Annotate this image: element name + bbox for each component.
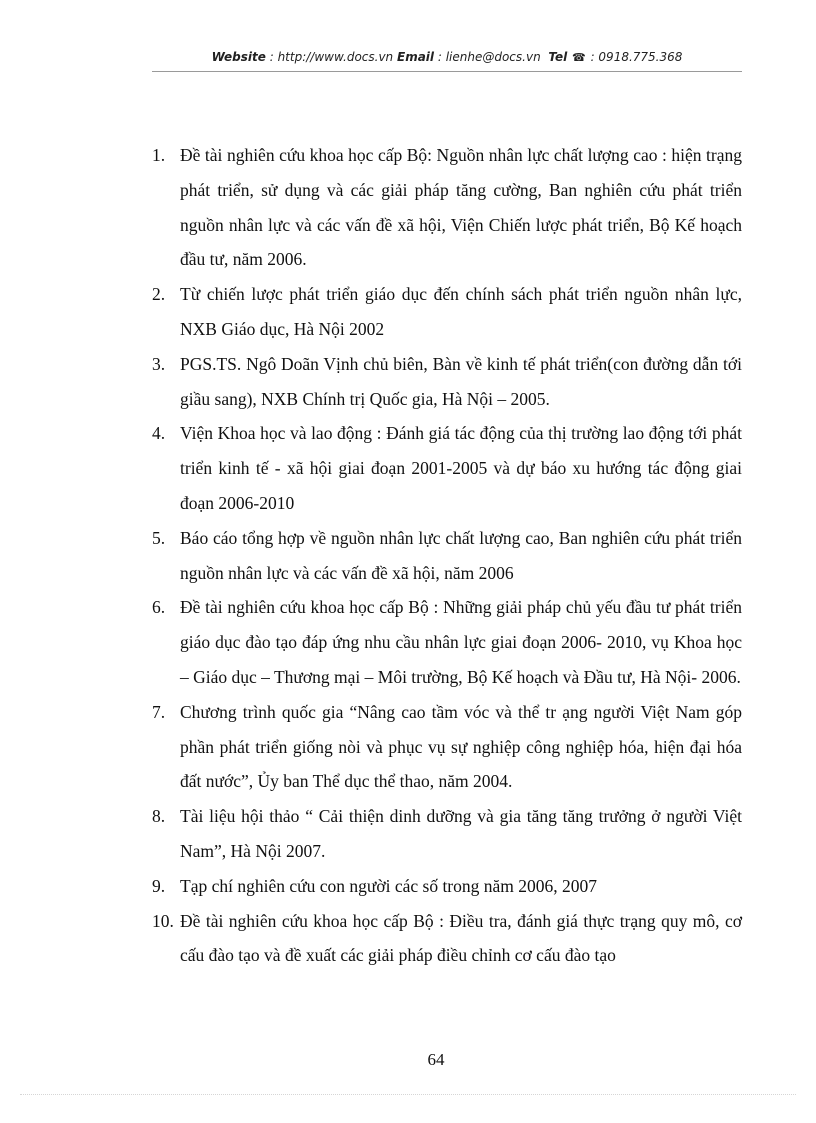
page-header [152,50,742,64]
reference-number: 3. [152,353,166,374]
reference-text: Tài liệu hội thảo “ Cải thiện dinh dưỡng và gia tăng tăng trưởng ở người Việt Nam”, Hà Nội 2007. [180,806,742,861]
email-label: Email [397,50,435,64]
tel-separator: : [586,50,599,64]
email-separator: : [434,50,446,64]
reference-text: PGS.TS. Ngô Doãn Vịnh chủ biên, Bàn về kinh tế phát triển(con đường dẫn tới giầu sang), NXB Chính trị Quốc gia, Hà Nội – 2005. [180,353,742,409]
reference-item [152,695,742,799]
reference-text: Đề tài nghiên cứu khoa học cấp Bộ: Nguồn nhân lực chất lượng cao : hiện trạng phát triển, sử dụng và các giải pháp tăng cường, Ban nghiên cứu phát triển nguồn nhân lực và các vấn đề xã hội, Viện Chiến lược phát triển, Bộ Kế hoạch đầu tư, năm 2006. [180,145,742,270]
tel-number: 0918.775.368 [598,50,683,64]
website-label: Website [211,50,266,64]
reference-item [152,277,742,347]
reference-item [152,521,742,591]
reference-item [152,904,742,974]
reference-number: 9. [152,875,166,896]
reference-item [152,869,742,904]
reference-text: Từ chiến lược phát triển giáo dục đến chính sách phát triển nguồn nhân lực, NXB Giáo dục, Hà Nội 2002 [180,284,742,339]
reference-text: Chương trình quốc gia “Nâng cao tầm vóc và thể tr ạng người Việt Nam góp phần phát triển giống nòi và phục vụ sự nghiệp công nghiệp hóa, hiện đại hóa đất nước”, Ủy ban Thể dục thể thao, năm 2004. [180,701,742,792]
reference-text: Tạp chí nghiên cứu con người các số trong năm 2006, 2007 [180,875,598,896]
reference-number: 4. [152,423,166,444]
telephone-icon: ☎ [572,51,586,64]
reference-item [152,799,742,869]
reference-item [152,416,742,520]
website-separator: : [265,50,278,64]
reference-number: 8. [152,806,166,827]
bottom-dotted-border [20,1094,796,1095]
reference-text: Viện Khoa học và lao động : Đánh giá tác động của thị trường lao động tới phát triển kinh tế - xã hội giai đoạn 2001-2005 và dự báo xu hướng tác động giai đoạn 2006-2010 [180,423,742,513]
reference-number: 1. [152,145,166,165]
reference-number: 6. [152,597,166,618]
reference-text: Đề tài nghiên cứu khoa học cấp Bộ : Điều tra, đánh giá thực trạng quy mô, cơ cấu đào tạo và đề xuất các giải pháp điều chỉnh cơ cấu đào tạo [180,910,742,966]
reference-text: Báo cáo tổng hợp về nguồn nhân lực chất lượng cao, Ban nghiên cứu phát triển nguồn nhân lực và các vấn đề xã hội, năm 2006 [180,527,742,583]
tel-label: Tel [548,50,568,64]
reference-number: 10. [152,910,174,931]
reference-number: 2. [152,284,166,305]
reference-item [152,138,742,277]
reference-number: 5. [152,527,166,548]
reference-text: Đề tài nghiên cứu khoa học cấp Bộ : Những giải pháp chủ yếu đầu tư phát triển giáo dục đào tạo đáp ứng nhu cầu nhân lực giai đoạn 2006- 2010, vụ Khoa học – Giáo dục – Thương mại – Môi trường, Bộ Kế hoạch và Đầu tư, Hà Nội- 2006. [180,597,742,687]
reference-number: 7. [152,701,166,722]
header-divider [152,71,742,72]
page-number: 64 [427,1050,445,1069]
email-address[interactable]: lienhe@docs.vn [445,50,541,64]
reference-item [152,347,742,417]
reference-list [152,138,742,973]
website-url[interactable]: http://www.docs.vn [277,50,394,64]
reference-item [152,590,742,694]
